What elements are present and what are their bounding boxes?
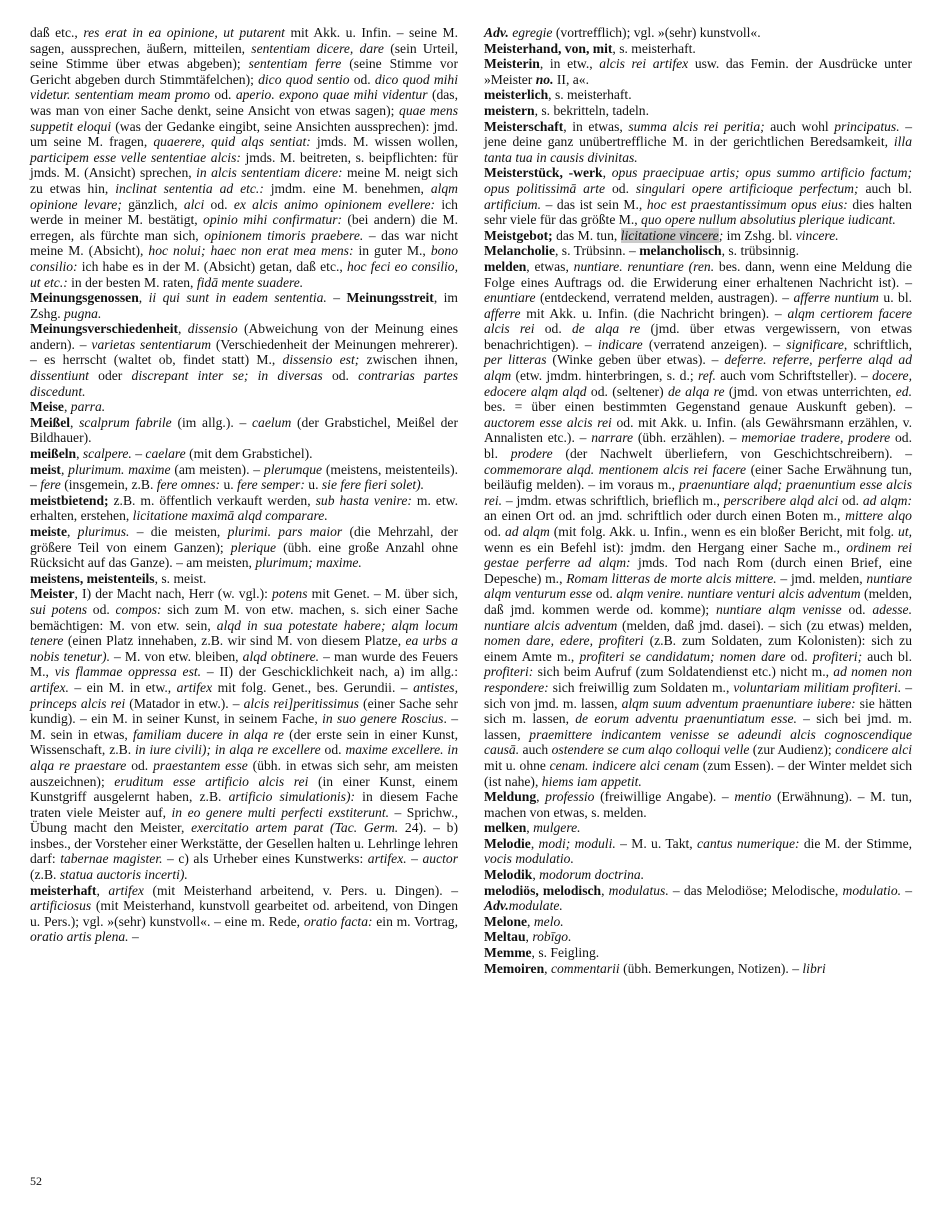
dictionary-entry: Meisterhand, von, mit, s. meisterhaft. — [484, 40, 696, 56]
text-run: maxime excellere. in alqa re praestare — [30, 742, 459, 773]
text-run: condicere alci — [835, 742, 913, 758]
text-run: opus praecipuae artis; opus summo artificio factum; opus politissimā arte — [484, 165, 912, 196]
text-run: principatus. — [834, 118, 900, 134]
dictionary-entry: Meinungsgenossen, ii qui sunt in eadem sententia. – Meinungsstreit, im Zshg. pugna. — [30, 290, 458, 321]
headword: Meistgebot; — [484, 227, 553, 243]
text-run: contrarias partes discedunt. — [30, 368, 459, 399]
headword: Meinungsgenossen — [30, 290, 139, 306]
text-run: robīgo. — [532, 929, 572, 945]
text-run: dico quod sentio — [258, 71, 350, 87]
text-run: alqd in sua potestate habere; alqm locum tenere — [30, 617, 458, 649]
text-run: modi; moduli. — [538, 835, 616, 851]
text-run: hoc est praestantissimum opus eius: — [646, 196, 848, 212]
headword: Melancholie — [484, 243, 555, 259]
headword: Meltau — [484, 929, 526, 945]
text-run: voluntariam militiam profiteri. — [733, 679, 902, 695]
dictionary-entry: Melone, melo. — [484, 913, 564, 929]
text-run: pugna. — [63, 305, 102, 321]
text-run: vis flammae oppressa est. — [54, 664, 202, 680]
dictionary-entry: Meisterin, in etw., alcis rei artifex usw. das Femin. der Ausdrücke unter »Meister no. II, a«. — [484, 56, 912, 87]
text-run: opinionem timoris praebere. — [204, 227, 364, 243]
dictionary-entry: Meister, I) der Macht nach, Herr (w. vgl.): potens mit Genet. – M. über sich, sui potens od. compos: sich zum M. von etw. machen, s. sich einer Sache bemächtigen: M. von etw. sein, alqd in sua potestate habere; alqm locum tenere (einen Platz innehaben, z.B. wir sind M. von diesem Platze, ea urbs a nobis tenetur). – M. von etw. bleiben, alqd obtinere. – man wurde des Feuers M., vis flammae oppressa est. – II) der Geschicklichkeit nach, a) im allg.: artifex. – ein M. in etw., artifex mit folg. Genet., bes. Gerundii. – antistes, princeps alcis rei (Matador in etw.). – alcis rei]peritissimus (einer Sache sehr kundig). – ein M. in seiner Kunst, in seinem Fache, in suo genere Roscius. – M. sein in etwas, familiam ducere in alqa re (der erste sein in einer Kunst, Wissenschaft, z.B. in iure civili); in alqa re excellere od. maxime excellere. in alqa re praestare od. praestantem esse (übh. in etwas sich sehr, am meisten auszeichnen); eruditum esse artificio alcis rei (in einer Kunst, einem Kunstgriff ausgelernt haben, z.B. artificio simulationis): in diesem Fache traten viele Meister auf, in eo genere multi perfecti exstiterunt. – Sprichw., Übung macht den Meister, exercitatio artem parat (Tac. Germ. 24). – b) insbes., der Vorsteher einer Werkstätte, der Gesellen halten u. Lehrlinge lehren darf: tabernae magister. – c) als Urheber eines Kunstwerks: artifex. – auctor (z.B. statua auctoris incerti). — [30, 586, 459, 883]
text-run: alqd obtinere. — [242, 648, 320, 664]
text-run: profiteri; — [812, 648, 863, 664]
dictionary-entry: meißeln, scalpere. – caelare (mit dem Grabstichel). — [30, 446, 313, 462]
headword: Meldung — [484, 789, 537, 805]
text-run: singulari opere artificioque perfectum; — [635, 180, 859, 196]
text-run: modorum doctrina. — [539, 867, 645, 883]
text-run: hoc nolui; haec non erat mea mens: — [148, 243, 354, 259]
text-run: mittere alqo — [845, 508, 912, 524]
text-run: plurimus. — [77, 524, 130, 539]
text-run: de alqa re — [571, 321, 641, 337]
text-run: summa alcis rei peritia; — [628, 118, 765, 134]
text-run: afferre nuntium — [793, 290, 879, 306]
text-run: artifex — [176, 679, 213, 695]
text-run: indicare — [597, 336, 643, 352]
text-run: inclinat sententia ad etc.: — [115, 180, 264, 196]
text-run: hiems iam appetit. — [541, 773, 642, 789]
text-run: varietas sententiarum — [91, 336, 212, 352]
text-run: profiteri: — [484, 664, 534, 680]
text-run: fere semper: — [237, 477, 305, 493]
dictionary-entry: Melancholie, s. Trübsinn. – melancholisch, s. trübsinnig. — [484, 243, 799, 259]
text-run: dissensio — [187, 321, 238, 337]
text-run: nuntiare alqm venisse — [716, 601, 842, 617]
text-run: parra. — [70, 399, 106, 415]
text-run: commemorare alqd. mentionem alcis rei facere — [484, 461, 746, 477]
text-columns — [30, 25, 912, 976]
text-run: artificio simulationis): — [228, 789, 356, 805]
text-run: auctor — [422, 851, 458, 867]
right-column — [484, 25, 912, 976]
text-run: egregie — [512, 25, 553, 40]
text-run: sui potens — [30, 601, 88, 617]
text-run: de alqa re — [667, 383, 725, 399]
dictionary-entry: Meistgebot; das M. tun, licitatione vincere; im Zshg. bl. vincere. — [484, 227, 839, 243]
text-run: scalprum fabrile — [79, 414, 172, 430]
text-run: artifex. — [30, 679, 69, 695]
headword: melden — [484, 258, 527, 274]
text-run: commentarii — [550, 960, 620, 976]
dictionary-entry: Memme, s. Feigling. — [484, 945, 600, 961]
text-run: in suo genere Roscius — [322, 711, 444, 727]
headword: meistbietend; — [30, 492, 109, 508]
text-run: ad alqm: — [862, 492, 912, 508]
text-run: quo opere nullum absolutius plerique iudicant. — [641, 212, 896, 228]
text-run: adesse. nuntiare alcis adventum — [484, 601, 912, 633]
text-run: caelum — [252, 414, 292, 430]
text-run: perscribere alqd alci — [723, 492, 839, 508]
text-run: familiam ducere in alqa re — [132, 726, 284, 742]
text-run: bono consilio: — [30, 243, 459, 274]
text-run: melo. — [533, 913, 564, 929]
dictionary-entry: Memoiren, commentarii (übh. Bemerkungen, Notizen). – libri — [484, 960, 826, 976]
text-run: licitatione maximā alqd comparare. — [132, 508, 328, 524]
text-run: narrare — [591, 430, 634, 446]
text-run: eruditum esse artificio alcis rei — [114, 773, 309, 789]
text-run: alcis rei]peritissimus — [243, 695, 359, 711]
headword: Meißel — [30, 414, 71, 430]
text-run: significare — [786, 336, 844, 352]
text-run: sub hasta venire: — [315, 492, 412, 508]
headword: Melodie — [484, 835, 531, 851]
text-run: ea urbs a nobis tenetur). — [30, 633, 458, 664]
text-run: dissensio est; — [282, 352, 360, 368]
text-run: ii qui sunt in eadem sententia. — [148, 290, 327, 306]
text-run: plurimi. pars maior — [227, 524, 343, 539]
text-run: fere omnes: — [156, 477, 221, 493]
text-run: fidā mente suadere. — [196, 274, 304, 290]
text-run: ad alqm — [504, 524, 550, 539]
text-run: ordinem rei gestae perferre ad alqm: — [484, 539, 912, 571]
text-run: praemittere indicantem venisse se adeundi alcis cognoscendique causā. — [484, 726, 912, 758]
text-run: in eo genere multi perfecti exstiterunt. — [171, 804, 390, 820]
dictionary-entry: meist, plurimum. maxime (am meisten). – plerumque (meistens, meistenteils). – fere (insgemein, z.B. fere omnes: u. fere semper: u. sie fere fieri solet). — [30, 461, 459, 493]
text-run: plurimum. maxime — [68, 461, 171, 477]
text-run: opinio mihi confirmatur: — [203, 212, 343, 228]
text-run: caelare — [145, 446, 186, 462]
text-run: dico quod mihi videtur. sententiam meam promo — [30, 71, 458, 103]
text-run: plerumque — [263, 461, 323, 477]
text-run: de eorum adventu praenuntiatum esse. — [575, 711, 797, 727]
headword: Melone — [484, 913, 528, 929]
text-run: mentio — [734, 789, 772, 805]
text-run: oratio facta: — [303, 913, 373, 929]
text-run: sententiam dicere, dare — [251, 40, 384, 56]
text-run: ad nomen non respondere: — [484, 664, 913, 695]
text-run: aperio. expono quae mihi videntur — [235, 87, 428, 103]
headword: meißeln — [30, 446, 77, 462]
text-run: professio — [545, 789, 595, 805]
text-run: vincere. — [795, 227, 839, 243]
left-column — [30, 25, 458, 976]
text-run: quaerere, quid alqs sentiat: — [153, 134, 311, 150]
text-run: Romam litteras de morte alcis mittere. — [566, 570, 777, 586]
text-run: artifex. — [367, 851, 407, 867]
headword: Meisterstück, -werk — [484, 165, 603, 181]
text-run: no. — [535, 71, 554, 87]
text-run: quae mens suppetit eloqui — [30, 102, 458, 134]
headword: meistens, meistenteils — [30, 570, 155, 586]
dictionary-entry: Meldung, professio (freiwillige Angabe). – mentio (Erwähnung). – M. tun, machen von etwas, s. melden. — [484, 789, 912, 820]
text-run: compos: — [115, 601, 162, 617]
dictionary-entry: meistern, s. bekritteln, tadeln. — [484, 102, 649, 118]
text-run: modulatio. — [842, 882, 902, 898]
text-run: praestantem esse — [153, 757, 248, 773]
headword: Meisterin — [484, 56, 540, 72]
dictionary-entry: melden, etwas, nuntiare. renuntiare (ren. bes. dann, wenn eine Meldung die Folge eines Auftrags od. die Erwiderung einer erhaltenen Nachricht ist). – enuntiare (entdeckend, verratend melden, austragen). – afferre nuntium u. bl. afferre mit Akk. u. Infin. (die Nachricht bringen). – alqm certiorem facere alcis rei od. de alqa re (jmd. über etwas vergewissern, von etwas benachrichtigen). – indicare (verratend anzeigen). – significare, schriftlich, per litteras (Winke geben über etwas). – deferre. referre, perferre alqd ad alqm (etw. jmdm. hinterbringen, s. d.; ref. auch vom Schriftsteller). – docere, edocere alqm alqd od. (seltener) de alqa re (jmd. von etwas unterrichten, ed. bes. = über einen bestimmten Gegenstand genaue Auskunft geben). – auctorem esse alcis rei od. mit Akk. u. Infin. (als Gewährsmann erzählen, v. Annalisten etc.). – narrare (übh. erzählen). – memoriae tradere, prodere od. bl. prodere (der Nachwelt überliefern, von Geschichtschreibern). – commemorare alqd. mentionem alcis rei facere (einer Sache Erwähnung tun, beiläufig melden). – im voraus m., praenuntiare alqd; praenuntium esse alcis rei. – jmdm. etwas schriftlich, brieflich m., perscribere alqd alci od. ad alqm: an einen Ort od. an jmd. schriftlich oder durch einen Boten m., mittere alqo od. ad alqm (mit folg. Akk. u. Infin., wenn es ein bloßer Bericht, mit folg. ut, wenn es ein Befehl ist): jmdm. den Hergang einer Sache m., ordinem rei gestae perferre ad alqm: jmds. Tod nach Rom (durch einen Brief, eine Depesche) m., Romam litteras de morte alcis mittere. – jmd. melden, nuntiare alqm venturum esse od. alqm venire. nuntiare venturi alcis adventum (melden, daß jmd. kommen werde od. komme); nuntiare alqm venisse od. adesse. nuntiare alcis adventum (melden, daß jmd. dasei). – sich (zu etwas) melden, nomen dare, edere, profiteri (z.B. zum Soldaten, zum Kolonisten): sich zu einem Amte m., profiteri se candidatum; nomen dare od. profiteri; auch bl. profiteri: sich beim Aufruf (zum Soldatendienst etc.) nicht m., ad nomen non respondere: sich freiwillig zum Soldaten m., voluntariam militiam profiteri. – sich von jmd. m. lassen, alqm suum adventum praenuntiare iubere: sie hätten sich m. lassen, de eorum adventu praenuntiatum esse. – sich bei jmd. m. lassen, praemittere indicantem venisse se adeundi alcis cognoscendique causā. auch ostendere se cum alqo colloqui velle (zur Audienz); condicere alci mit u. ohne cenam. indicere alci cenam (zum Essen). – der Winter meldet sich (ist nahe), hiems iam appetit. — [484, 258, 913, 789]
headword: meistern — [484, 102, 535, 118]
text-run: ex alcis animo opinionem evellere: — [233, 196, 436, 212]
dictionary-entry: melodiös, melodisch, modulatus. – das Melodiöse; Melodische, modulatio. – Adv.modulate. — [484, 882, 913, 914]
text-run: res erat in ea opinione, ut putarent — [83, 25, 285, 40]
dictionary-entry: Meisterstück, -werk, opus praecipuae artis; opus summo artificio factum; opus politissimā arte od. singulari opere artificioque perfectum; auch bl. artificium. – das ist sein M., hoc est praestantissimum opus eius: dies halten sehr viele für das größte M., quo opere nullum absolutius plerique iudicant. — [484, 165, 912, 228]
headword: melken — [484, 820, 527, 836]
dictionary-entry: Meißel, scalprum fabrile (im allg.). – caelum (der Grabstichel, Meißel der Bildhauer). — [30, 414, 458, 446]
text-run: ostendere se cum alqo colloqui velle — [551, 742, 750, 758]
text-run: vocis modulatio. — [484, 851, 574, 867]
dictionary-entry: Melodie, modi; moduli. – M. u. Takt, cantus numerique: die M. der Stimme, vocis modulatio. — [484, 835, 913, 867]
text-run: dissentiunt — [30, 368, 89, 384]
headword: Melodik — [484, 867, 533, 883]
text-run: in iure civili); in alqa re excellere — [135, 742, 321, 758]
text-run: in alcis sententiam dicere: — [196, 165, 343, 181]
text-run: nomen dare, edere, profiteri — [484, 633, 644, 649]
headword: Memme — [484, 945, 532, 961]
dictionary-entry: daß etc., res erat in ea opinione, ut putarent mit Akk. u. Infin. – seine M. sagen, aussprechen, äußern, mitteilen, sententiam dicere, dare (sein Urteil, seine Stimme über etwas abgeben); sententiam ferre (seine Stimme vor Gericht abgeben durch Stimmtäfelchen); dico quod sentio od. dico quod mihi videtur. sententiam meam promo od. aperio. expono quae mihi videntur (das, was man von einer Sache denkt, seine Ansicht von etwas sagen); quae mens suppetit eloqui (was der Gedanke eingibt, seine Ansichten aussprechen): jmd. um seine M. fragen, quaerere, quid alqs sentiat: jmds. M. wissen wollen, participem esse velle sententiae alcis: jmds. M. beitreten, s. beipflichten: für jmds. M. (Ansicht) sprechen, in alcis sententiam dicere: meine M. neigt sich zu etwas hin, inclinat sententia ad etc.: jmdm. eine M. benehmen, alqm opinione levare; gänzlich, alci od. ex alcis animo opinionem evellere: ich werde in meiner M. bestätigt, opinio mihi confirmatur: (bei andern) die M. erregen, als fürchte man sich, opinionem timoris praebere. – das war nicht meine M. (Absicht), hoc nolui; haec non erat mea mens: in guter M., bono consilio: ich habe es in der M. (Absicht) getan, daß etc., hoc feci eo consilio, ut etc.: in der besten M. raten, fidā mente suadere. — [30, 25, 459, 290]
headword: Meinungsverschiedenheit — [30, 321, 179, 337]
headword: meisterhaft — [30, 882, 97, 898]
text-run: deferre. referre, perferre alqd ad alqm — [484, 352, 912, 384]
text-run: participem esse velle sententiae alcis: — [30, 149, 241, 165]
text-run: alqm suum adventum praenuntiare iubere: — [621, 695, 856, 711]
dictionary-entry: melken, mulgere. — [484, 820, 581, 836]
headword: Meister — [30, 586, 75, 602]
headword: Meisterschaft — [484, 118, 564, 134]
text-run: mulgere. — [533, 820, 581, 836]
text-run: plurimum; maxime. — [255, 555, 362, 571]
text-run: sie fere fieri solet). — [321, 477, 425, 493]
headword: melancholisch — [639, 243, 722, 259]
dictionary-entry: Meltau, robīgo. — [484, 929, 572, 945]
text-run: prodere — [510, 446, 553, 462]
headword: meiste — [30, 524, 67, 539]
text-run: alqm opinione levare; — [30, 180, 458, 212]
headword: meisterlich — [484, 87, 549, 103]
text-run: modulate. — [508, 898, 563, 914]
text-run: auctorem esse alcis rei — [484, 414, 612, 430]
text-run: tabernae magister. — [60, 851, 163, 867]
text-run: exercitatio artem parat (Tac. Germ. — [191, 820, 399, 836]
text-run: praenuntiare alqd; praenuntium esse alcis rei. — [484, 477, 912, 508]
text-run: fere — [40, 477, 61, 493]
text-run: ut, — [898, 524, 912, 539]
text-run: oratio artis plena. — [30, 929, 129, 945]
dictionary-entry: Meise, parra. — [30, 399, 106, 415]
text-run: alci — [183, 196, 205, 212]
text-run: antistes, princeps alcis rei — [30, 679, 458, 711]
text-run: modulatus. — [608, 882, 669, 898]
text-run: statua auctoris incerti). — [59, 867, 188, 883]
text-run: ; — [718, 227, 724, 243]
text-run: alqm venire. nuntiare venturi alcis adventum — [616, 586, 861, 602]
text-run: artificium. — [484, 196, 542, 212]
page-number: 52 — [30, 1174, 42, 1188]
text-run: potens — [272, 586, 308, 602]
headword: melodiös, melodisch — [484, 882, 602, 898]
text-run: scalpere. — [82, 446, 132, 462]
text-run: artificiosus — [30, 898, 92, 914]
text-run: nuntiare. renuntiare (ren. — [573, 258, 715, 274]
text-run: enuntiare — [484, 290, 536, 306]
text-run: plerique — [230, 539, 277, 555]
text-run: nuntiare alqm venturum esse — [484, 570, 912, 602]
headword: meist — [30, 461, 61, 477]
headword: Meise — [30, 399, 64, 415]
dictionary-entry: Meinungsverschiedenheit, dissensio (Abweichung von der Meinung eines andern). – varietas sententiarum (Verschiedenheit der Meinungen mehrerer). – es herrscht (waltet ob, findet statt) M., dissensio est; zwischen ihnen, dissentiunt oder discrepant inter se; in diversas od. contrarias partes discedunt. — [30, 321, 459, 399]
text-run: hoc feci eo consilio, ut etc.: — [30, 258, 458, 290]
text-run: alqm certiorem facere alcis rei — [484, 305, 912, 337]
text-run: docere, edocere alqm alqd — [484, 368, 912, 399]
dictionary-entry: meiste, plurimus. – die meisten, plurimi. pars maior (die Mehrzahl, der größere Teil von einem Ganzen); plerique (übh. eine große Anzahl ohne Rücksicht auf das Ganze). – am meisten, plurimum; maxime. — [30, 524, 458, 571]
text-run: cenam. indicere alci cenam — [549, 757, 700, 773]
headword: Memoiren — [484, 960, 545, 976]
text-run: Adv. — [484, 898, 509, 914]
text-run: sententiam ferre — [248, 56, 342, 72]
text-run: memoriae tradere, prodere — [741, 430, 891, 446]
dictionary-entry: Meisterschaft, in etwas, summa alcis rei peritia; auch wohl principatus. – jene deine ganz unübertreffliche M. in der gerichtlichen Beredsamkeit, illa tanta tua in causis divinitas. — [484, 118, 912, 165]
dictionary-entry: meistens, meistenteils, s. meist. — [30, 570, 207, 586]
text-run: libri — [802, 960, 826, 976]
dictionary-entry: meisterlich, s. meisterhaft. — [484, 87, 632, 103]
text-run: discrepant inter se; in diversas — [131, 368, 323, 384]
dictionary-entry: Melodik, modorum doctrina. — [484, 867, 645, 883]
text-run: alcis rei artifex — [599, 56, 689, 72]
text-run: ref. — [697, 368, 716, 384]
dictionary-entry: meisterhaft, artifex (mit Meisterhand arbeitend, v. Pers. u. Dingen). – artificiosus (mit Meisterhand, kunstvoll gearbeitet od. arbeitend, von Dingen u. Pers.); vgl. »(sehr) kunstvoll«. – eine m. Rede, oratio facta: ein m. Vortrag, oratio artis plena. – — [30, 882, 459, 945]
highlighted-phrase: licitatione vincere — [620, 227, 719, 243]
headword: Meisterhand, von, mit — [484, 40, 613, 56]
text-run: profiteri se candidatum; nomen dare — [579, 648, 786, 664]
headword: Meinungsstreit — [346, 290, 434, 306]
text-run: cantus numerique: — [697, 835, 800, 851]
text-run: Adv. — [484, 25, 509, 40]
text-run: ed. — [895, 383, 912, 399]
text-run: per litteras — [484, 352, 547, 368]
text-run: illa tanta tua in causis divinitas. — [484, 134, 912, 165]
dictionary-entry: Adv. egregie (vortrefflich); vgl. »(sehr) kunstvoll«. — [484, 25, 761, 40]
text-run: artifex — [108, 882, 144, 898]
dictionary-entry: meistbietend; z.B. m. öffentlich verkauft werden, sub hasta venire: m. etw. erhalten, erstehen, licitatione maximā alqd comparare. — [30, 492, 458, 524]
text-run: afferre — [484, 305, 521, 321]
